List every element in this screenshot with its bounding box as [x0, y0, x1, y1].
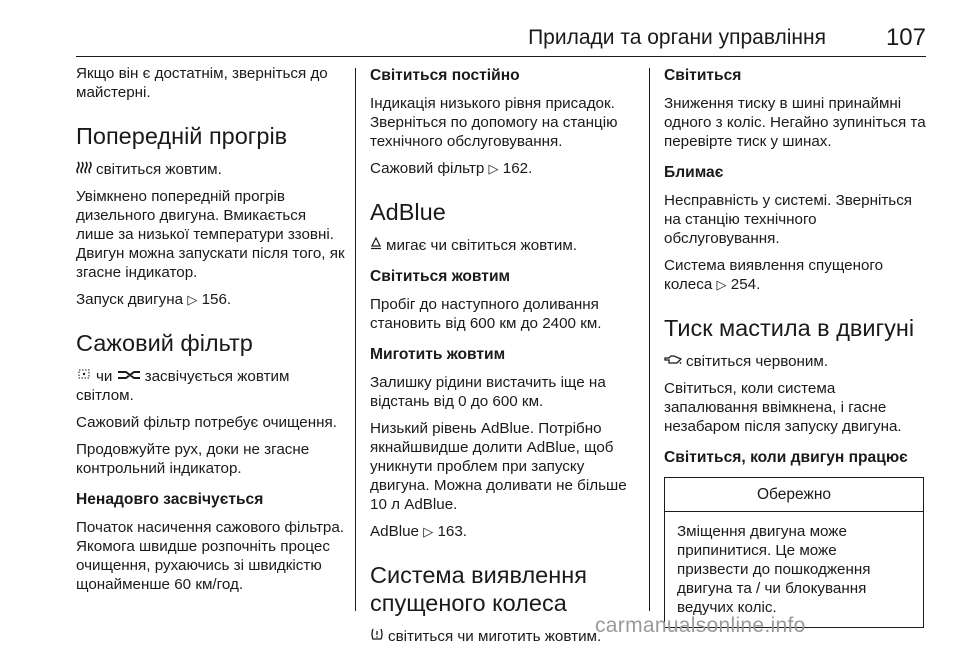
filter-lamp-text: засвічується жовтим світлом.: [76, 368, 290, 404]
tpms-lamp-text: світиться чи миготить жовтим.: [388, 628, 602, 645]
reference-arrow-icon: ▷: [187, 292, 198, 307]
filter-lamp-line: [76, 367, 348, 405]
tpms-heading: Система виявлення спущеного колеса: [370, 562, 587, 616]
filter-text-2: Продовжуйте рух, доки не згасне контрольний індикатор.: [76, 441, 310, 477]
column-2: [370, 64, 638, 654]
exhaust-icon: [117, 367, 141, 386]
adblue-ref-text: AdBlue: [370, 523, 419, 540]
tpms-ref-page: 254.: [730, 276, 761, 293]
tire-pressure-icon: [370, 627, 384, 646]
filter-ref-text: Сажовий фільтр: [370, 160, 485, 177]
preheat-reference: [76, 290, 348, 309]
preheat-text: Увімкнено попередній прогрів дизельного двигуна. Вмикається лише за низької температури ззовні. Двигун можна запускати після того, як згасне індикатор.: [76, 188, 345, 281]
reference-arrow-icon: ▷: [423, 524, 434, 539]
adblue-heading: AdBlue: [370, 199, 446, 225]
adblue-ref-page: 163.: [437, 523, 468, 540]
adblue-lamp-line: [370, 236, 638, 255]
filter-text-3: Початок насичення сажового фільтра. Якомога швидше розпочніть процес очищення, рухаючись зі швидкістю щонайменше 60 км/год.: [76, 519, 345, 593]
header-rule: [76, 56, 926, 57]
page-header: [76, 22, 926, 56]
reference-arrow-icon: ▷: [488, 161, 499, 176]
adblue-yellow-subheading: Світиться жовтим: [370, 268, 511, 285]
oil-lamp-text: світиться червоним.: [686, 353, 829, 370]
filter-heading: Сажовий фільтр: [76, 330, 253, 356]
adblue-blink-subheading: Миготить жовтим: [370, 346, 506, 363]
oil-text-1: Світиться, коли система запалювання ввімкнена, і гасне незабаром після запуску двигуна.: [664, 380, 902, 435]
adblue-text-2: Залишку рідини вистачить іще на відстань від 0 до 600 км.: [370, 374, 606, 410]
preheat-ref-page: 156.: [201, 291, 232, 308]
tpms-blink-subheading: Блимає: [664, 164, 724, 181]
additive-text: Індикація низького рівня присадок. Зверніться по допомогу на станцію технічного обслуговування.: [370, 95, 618, 150]
adblue-text-3: Низький рівень AdBlue. Потрібно якнайшвидше долити AdBlue, щоб уникнути проблем при запуску двигуна. Можна доливати не більше 10 л AdBlue.: [370, 420, 627, 513]
caution-box: [664, 477, 924, 628]
preheat-lamp-line: [76, 160, 348, 179]
glow-plug-icon: [76, 160, 92, 179]
tpms-text-1: Зниження тиску в шині принаймні одного з коліс. Негайно зупиніться та перевірте тиск у шинах.: [664, 95, 926, 150]
watermark: carmanualsonline.info: [595, 614, 806, 637]
filter-ref-page: 162.: [502, 160, 533, 177]
column-divider-1: [355, 68, 356, 611]
preheat-ref-text: Запуск двигуна: [76, 291, 184, 308]
constant-light-subheading: Світиться постійно: [370, 67, 520, 84]
adblue-text-1: Пробіг до наступного доливання становить від 600 км до 2400 км.: [370, 296, 602, 332]
header-title: Прилади та органи управління: [528, 26, 826, 49]
column-divider-2: [649, 68, 650, 611]
oil-lamp-line: [664, 352, 926, 371]
preheat-heading: Попередній прогрів: [76, 123, 288, 149]
caution-title: Обережно: [665, 478, 923, 512]
adblue-icon: [370, 236, 382, 255]
tpms-text-2: Несправність у системі. Зверніться на станцію технічного обслуговування.: [664, 192, 913, 247]
column-1: [76, 64, 348, 602]
filter-text-1: Сажовий фільтр потребує очищення.: [76, 414, 337, 431]
page-number: 107: [885, 24, 926, 51]
oil-running-subheading: Світиться, коли двигун працює: [664, 449, 908, 466]
oil-pressure-heading: Тиск мастила в двигуні: [664, 315, 915, 341]
reference-arrow-icon: ▷: [716, 277, 727, 292]
adblue-lamp-text: мигає чи світиться жовтим.: [386, 237, 577, 254]
filter-subheading: Ненадовго засвічується: [76, 491, 264, 508]
filter-or-text: чи: [96, 368, 113, 385]
oil-can-icon: [664, 352, 682, 371]
adblue-reference: [370, 522, 638, 541]
filter-reference: [370, 159, 638, 178]
tpms-ref-text: Система виявлення спущеного колеса: [664, 257, 884, 293]
intro-text: Якщо він є достатнім, зверніться до майстерні.: [76, 65, 328, 101]
particulate-filter-icon: [76, 367, 92, 386]
tpms-on-subheading: Світиться: [664, 67, 742, 84]
tpms-reference: [664, 256, 926, 294]
caution-body: Зміщення двигуна може припинитися. Це може призвести до пошкодження двигуна та / чи блокування ведучих коліс.: [677, 523, 871, 616]
column-3: [664, 64, 926, 628]
preheat-lamp-text: світиться жовтим.: [96, 161, 222, 178]
